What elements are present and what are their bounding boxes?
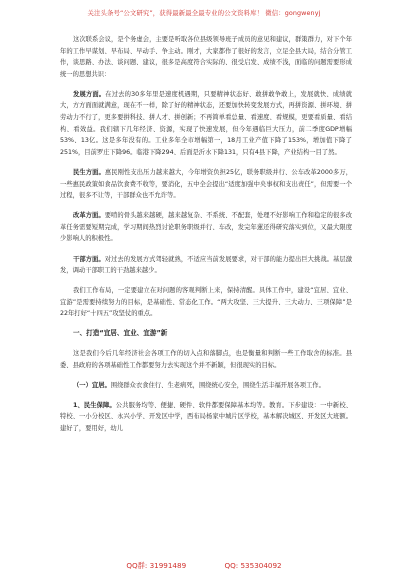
banner-watermark: 关注头条号“公文研究”，获得最新最全最专业的公文资料库！ 微信：gongwenyj	[87, 9, 321, 17]
paragraph-text: 围绕群众衣食住行、生老病死，围绕统心安全，围绕生活丰福开展各项工作。	[110, 381, 325, 389]
paragraph	[60, 254, 352, 277]
paragraph-text: 一、打造“宜居、宜业、宜游”新	[73, 329, 168, 338]
paragraph-text: 对过去的发展方式驾轻就熟，不适应当前发展要求，对干部的能力提出巨大挑战。基层激发，调动干部职工的干劲越来越少。	[60, 255, 353, 275]
paragraph	[60, 348, 352, 371]
footer-qq: QQ: 535304092	[224, 561, 282, 570]
paragraph	[60, 167, 352, 202]
paragraph-text: 这次联系会议，是个务虚会，主要是听取各位县级领导班子成员的意见和建议，群策群力，对下个年年的工作早谋划、早布局、早动手、争主动。刚才，大家都作了很好的发言，立足全县大局，结合分管工作，谈思路、办法、谈问题、建议，很多是高度符合实际的、很受启发、成绩不浅，面临的问题需要形成统一的思想共识：	[60, 36, 352, 78]
paragraph-text: 公共服务均等、便捷、硬件、软件都要保障基本均等。教育。下步建设：一中新校、特校、一小分校区、永兴小学、开发区中学，西布局杨家中城片区学校，基本解决城区、开发区大班额。建好了，要用好，幼儿	[60, 401, 352, 432]
footer-qq-group: QQ群: 31991489	[126, 561, 187, 570]
paragraph-lead: 1、民生保障。	[73, 401, 116, 409]
paragraph-text: 惠民刚性支出压力越来越大，今年增资负担25亿，联务职级并行、公车改革2000多万，一些惠民政策如食品饮食费不收等，要消化，五中全会提出“适度加强中央事权和支出责任”，但需要一个过程，很多不让等，干部群众也不允许等。	[60, 168, 353, 200]
paragraph-lead: 干部方面。	[73, 255, 105, 263]
paragraph	[60, 400, 352, 435]
paragraph-text: 我们工作布局，一定要建立在对问题的客观判断上来，保持清醒。具体工作中，建设“宜居、宜业、宜游”是需要持续努力的目标，是基础性、常态化工作。“两大攻坚、三大提升、三大动力、三项保障”是22年打好“十四五”攻坚仗的重点。	[60, 287, 352, 318]
paragraph-text: 这是我们今后几年经济社会各项工作的切入点和落脚点，也是衡量和判断一些工作取舍的标准。县委、县政府的各项基础性工作都要努力去实现这个并不新颖，但很现实的目标。	[60, 349, 352, 369]
paragraph-lead: 发展方面。	[73, 90, 106, 98]
paragraph	[60, 34, 352, 80]
paragraph-lead: 民生方面。	[73, 168, 105, 176]
paragraph	[60, 380, 352, 392]
section-heading	[60, 328, 352, 339]
paragraph-text: 在过去的30多年里是速度机遇期，只要精神状态好、敢拼敢争敢上，发展就快、成绩就大，方方面面就满意，现在不一样，除了好的精神状态，还要加快转变发展方式，再拼资源、拼环境、拼劳动力不行了，更多要拼科技、拼人才、拼创新；不再简单看总量、看速度、看规模，更要看质量、看结构、看效益。我们辖下几年经济、资源，实现了快速发展，但今年遇临巨大压力，前二季度GDP增幅53%、13亿。这是多年没有的。工业多年全市增幅第一，18月工业产值下降了153%，增加值下降了251%，目前罗庄下降96。临港下降294、后面是沂水下降131，只有4县下降，产业结构一目了然。	[60, 90, 353, 156]
footer	[0, 561, 408, 571]
document-body	[60, 34, 352, 443]
paragraph	[60, 89, 352, 159]
paragraph	[60, 210, 352, 245]
paragraph-lead: （一）宜居。	[73, 381, 111, 389]
paragraph-text: 要啃的骨头越来越硬，越来越复杂、不系统、不配套，处理不好影响工作和稳定的很多改革任务需要短期完成，学习期间热烈讨论职务职级并行、车改，发完年蓮还得研究落实到位，又最大限度少影响人的积极性。	[60, 212, 353, 243]
paragraph	[60, 285, 352, 320]
paragraph-lead: 改革方面。	[73, 212, 105, 220]
